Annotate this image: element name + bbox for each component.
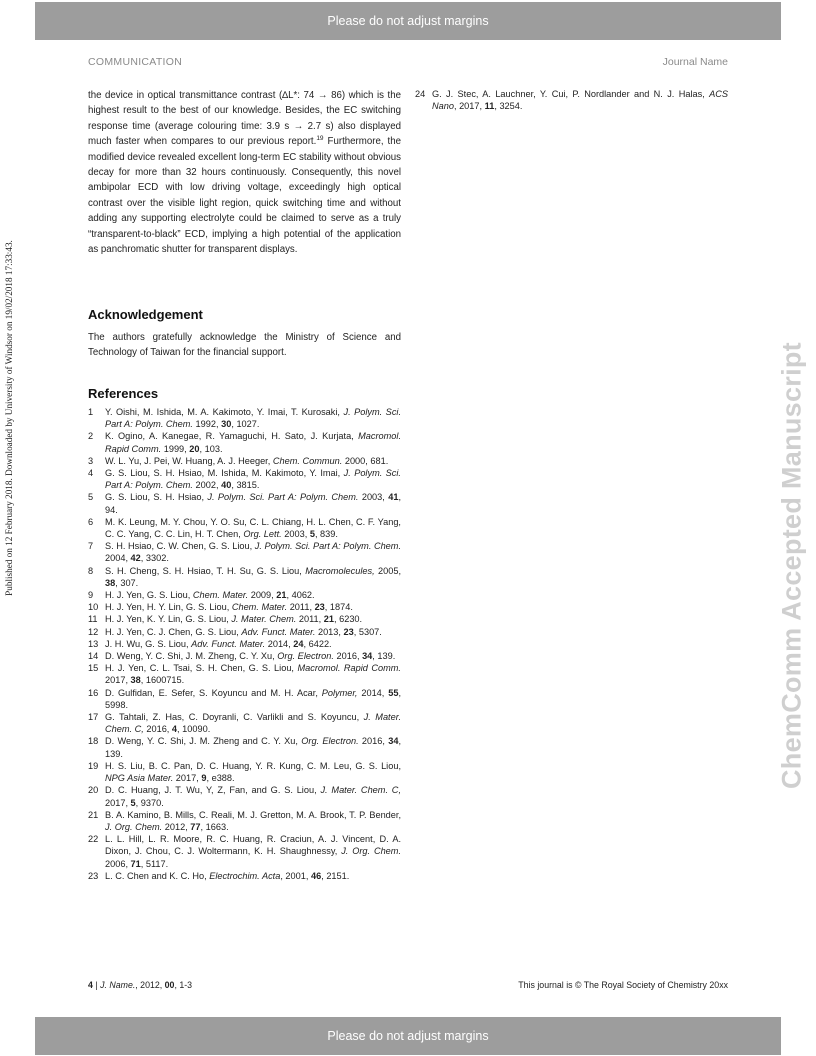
- reference-segment: 2000, 681.: [342, 455, 389, 466]
- journal-title: J. Mater. Chem.: [231, 614, 297, 625]
- reference-segment: G. S. Liou, S. H. Hsiao, M. Ishida, M. Kakimoto, Y. Imai,: [105, 468, 344, 479]
- reference-text: [105, 638, 401, 650]
- journal-title: Chem. Commun.: [272, 455, 343, 466]
- reference-text: [105, 870, 401, 882]
- reference-number: 1: [88, 407, 94, 417]
- reference-segment: 2011,: [287, 602, 315, 613]
- reference-number: 6: [88, 516, 94, 527]
- volume-number: 9: [201, 773, 207, 784]
- reference-segment: , 103.: [199, 443, 223, 454]
- reference-segment: 2009,: [248, 590, 277, 601]
- reference-segment: B. A. Kamino, B. Mills, C. Reali, M. J. Gretton, M. A. Brook, T. P. Bender,: [105, 809, 401, 820]
- journal-title: Macromol. Rapid Comm.: [105, 431, 401, 454]
- reference-segment: , 3302.: [140, 553, 169, 564]
- reference-segment: H. J. Yen, G. S. Liou,: [105, 590, 193, 601]
- reference-number: 7: [88, 541, 94, 552]
- acknowledgement-text: The authors gratefully acknowledge the Ministry of Science and Technology of Taiwan for the financial support.: [88, 332, 401, 359]
- reference-segment: , e388.: [206, 773, 235, 784]
- reference-number: 2: [88, 431, 94, 442]
- reference-segment: G. J. Stec, A. Lauchner, Y. Cui, P. Nordlander and N. J. Halas,: [432, 89, 710, 99]
- right-column: [415, 88, 728, 112]
- reference-number: 24: [415, 89, 426, 99]
- reference-segment: , 6230.: [334, 614, 363, 625]
- reference-item: [88, 833, 401, 870]
- journal-title: Adv. Funct. Mater.: [241, 626, 316, 637]
- reference-segment: H. S. Liu, B. C. Pan, D. C. Huang, Y. R. Kung, C. M. Leu, G. S. Liou,: [105, 760, 401, 771]
- reference-item: [88, 662, 401, 686]
- left-column: [88, 88, 401, 257]
- volume-number: 71: [130, 858, 141, 869]
- volume-number: 21: [323, 614, 334, 625]
- reference-segment: H. J. Yen, C. J. Chen, G. S. Liou,: [105, 626, 242, 637]
- reference-text: [105, 662, 401, 686]
- reference-number: 15: [88, 663, 99, 674]
- volume-number: 5: [309, 529, 315, 540]
- reference-segment: G. Tahtali, Z. Has, C. Doyranli, C. Varlikli and S. Koyuncu,: [105, 712, 364, 723]
- reference-segment: 2016,: [358, 736, 389, 747]
- volume-number: 40: [221, 480, 232, 491]
- reference-item: [88, 516, 401, 540]
- reference-number: 13: [88, 638, 99, 649]
- reference-segment: 2006,: [105, 858, 131, 869]
- footer-year: , 2012,: [135, 980, 165, 990]
- reference-segment: , 3815.: [231, 480, 260, 491]
- reference-segment: G. S. Liou, S. H. Hsiao,: [105, 492, 208, 503]
- journal-title: Adv. Funct. Mater.: [191, 638, 266, 649]
- reference-item: [88, 638, 401, 650]
- volume-number: 46: [310, 870, 322, 881]
- reference-item: [88, 540, 401, 564]
- reference-item: [88, 430, 401, 454]
- page-footer-citation: [88, 980, 192, 990]
- page-number: 4: [88, 980, 93, 990]
- journal-title: J. Org. Chem.: [341, 846, 401, 857]
- reference-number: 23: [88, 870, 99, 881]
- reference-segment: , 5998.: [105, 687, 401, 710]
- bottom-margin-text: Please do not adjust margins: [327, 1029, 489, 1043]
- bottom-margin-banner: [35, 1017, 781, 1055]
- reference-segment: , 9370.: [135, 797, 164, 808]
- volume-number: 21: [276, 590, 287, 601]
- reference-item: [415, 88, 728, 112]
- reference-segment: , 2017,: [453, 101, 485, 112]
- reference-number: 17: [88, 712, 99, 723]
- journal-name-label: Journal Name: [662, 56, 728, 68]
- reference-segment: 2013,: [315, 626, 344, 637]
- reference-text: [105, 516, 401, 540]
- journal-title: Macromolecules,: [305, 565, 375, 576]
- reference-segment: 2005,: [374, 565, 402, 576]
- reference-segment: M. K. Leung, M. Y. Chou, Y. O. Su, C. L. Chiang, H. L. Chen, C. F. Yang, C. C. Yang, C. C. Lin, H. T. Chen,: [105, 516, 401, 540]
- reference-item: [88, 601, 401, 613]
- volume-number: 77: [190, 821, 201, 832]
- reference-number: 21: [88, 809, 99, 820]
- reference-item: [88, 565, 401, 589]
- reference-number: 8: [88, 565, 94, 576]
- volume-number: 34: [388, 736, 399, 747]
- reference-text: [105, 735, 401, 759]
- reference-segment: , 10090.: [177, 724, 211, 735]
- reference-item: [88, 809, 401, 833]
- journal-title: Polymer,: [321, 687, 358, 698]
- body-paragraph: [88, 88, 401, 257]
- reference-segment: D. Weng, Y. C. Shi, J. M. Zheng, C. Y. Xu,: [105, 651, 278, 662]
- footer-pages: , 1-3: [174, 980, 193, 990]
- reference-segment: D. Weng, Y. C. Shi, J. M. Zheng and C. Y. Xu,: [105, 736, 302, 747]
- reference-item: [88, 613, 401, 625]
- journal-title: Chem. Mater.: [231, 602, 288, 613]
- section-label: COMMUNICATION: [88, 56, 183, 68]
- footer-journal: J. Name.: [100, 980, 136, 990]
- reference-text: [105, 650, 401, 662]
- reference-item: [88, 760, 401, 784]
- reference-text: [105, 613, 401, 625]
- reference-number: 22: [88, 834, 99, 845]
- reference-segment: , 5117.: [140, 858, 169, 869]
- reference-segment: , 6422.: [303, 638, 332, 649]
- journal-title: J. Mater. Chem. C,: [320, 785, 401, 796]
- references-list-continued: [415, 88, 728, 112]
- reference-text: [105, 760, 401, 784]
- reference-segment: H. J. Yen, K. Y. Lin, G. S. Liou,: [105, 614, 232, 625]
- volume-number: 41: [388, 492, 399, 503]
- reference-text: [105, 784, 401, 808]
- reference-number: 3: [88, 455, 94, 466]
- reference-segment: 2016,: [333, 651, 363, 662]
- reference-segment: 2012,: [162, 821, 191, 832]
- paragraph-text: the device in optical transmittance contrast (∆L*: 74 → 86) which is the highest result to the best of our knowledge. Besides, the EC switching response time (average colouring time: 3.9 s → 2.7 s) also displayed much faster when compares to our previous report.: [88, 90, 401, 148]
- reference-number: 19: [88, 760, 99, 771]
- volume-number: 55: [388, 687, 399, 698]
- reference-segment: , 94.: [105, 492, 401, 515]
- reference-segment: L. L. Hill, L. R. Moore, R. C. Huang, R. Craciun, A. J. Vincent, D. A. Dixon, J. Chou, C. J. Woltermann, K. H. Shaughnessy,: [105, 834, 401, 857]
- journal-title: Chem. Mater.: [192, 590, 249, 601]
- volume-number: 20: [189, 443, 200, 454]
- reference-text: [105, 430, 401, 454]
- reference-segment: , 1874.: [324, 602, 353, 613]
- reference-segment: 2014,: [265, 638, 294, 649]
- reference-number: 4: [88, 468, 94, 479]
- reference-segment: 2017,: [105, 675, 131, 686]
- reference-item: [88, 406, 401, 430]
- reference-text: [105, 406, 401, 430]
- volume-number: 4: [171, 724, 178, 735]
- journal-title: J. Org. Chem.: [105, 821, 163, 832]
- reference-text: [432, 88, 728, 112]
- reference-text: [105, 467, 401, 491]
- reference-item: [88, 870, 401, 882]
- reference-text: [105, 565, 401, 589]
- reference-segment: , 5307.: [353, 626, 382, 637]
- journal-title: Electrochim. Acta: [209, 870, 281, 881]
- reference-segment: 2004,: [105, 553, 131, 564]
- reference-number: 20: [88, 785, 99, 796]
- reference-segment: , 2151.: [321, 870, 350, 881]
- reference-text: [105, 711, 401, 735]
- reference-item: [88, 650, 401, 662]
- reference-text: [105, 687, 401, 711]
- volume-number: 11: [484, 101, 495, 112]
- journal-title: J. Mater. Chem. C,: [105, 712, 401, 735]
- journal-title: Org. Electron.: [277, 651, 334, 662]
- copyright-footer: This journal is © The Royal Society of Chemistry 20xx: [518, 980, 728, 990]
- reference-number: 10: [88, 602, 99, 613]
- reference-number: 18: [88, 736, 99, 747]
- reference-item: [88, 784, 401, 808]
- reference-segment: W. L. Yu, J. Pei, W. Huang, A. J. Heeger,: [105, 455, 273, 466]
- reference-segment: 2014,: [357, 687, 389, 698]
- citation-superscript: 19: [316, 134, 324, 142]
- reference-segment: , 307.: [115, 577, 139, 588]
- reference-text: [105, 626, 401, 638]
- reference-segment: , 1600715.: [140, 675, 185, 686]
- reference-number: 14: [88, 651, 99, 662]
- reference-segment: J. H. Wu, G. S. Liou,: [105, 638, 192, 649]
- reference-item: [88, 491, 401, 515]
- journal-title: J. Polym. Sci. Part A: Polym. Chem.: [254, 541, 401, 552]
- reference-item: [88, 467, 401, 491]
- reference-text: [105, 540, 401, 564]
- volume-number: 34: [362, 651, 373, 662]
- reference-text: [105, 455, 401, 467]
- reference-segment: , 2001,: [280, 870, 311, 881]
- volume-number: 23: [343, 626, 354, 637]
- reference-segment: , 1663.: [200, 821, 229, 832]
- side-publication-text: Published on 12 February 2018. Downloaded by University of Windsor on 19/02/2018 17:33:43.: [4, 240, 14, 596]
- reference-item: [88, 589, 401, 601]
- references-list: [88, 406, 401, 882]
- volume-number: 30: [221, 419, 232, 430]
- reference-item: [88, 626, 401, 638]
- journal-title: Org. Lett.: [243, 529, 282, 540]
- volume-number: 38: [130, 675, 141, 686]
- journal-title: J. Polym. Sci. Part A: Polym. Chem.: [105, 407, 402, 430]
- reference-number: 12: [88, 626, 99, 637]
- acknowledgement-heading: Acknowledgement: [88, 307, 203, 322]
- volume-number: 23: [314, 602, 325, 613]
- reference-text: [105, 833, 401, 870]
- journal-title: NPG Asia Mater.: [105, 773, 174, 784]
- reference-item: [88, 711, 401, 735]
- reference-segment: 2002,: [193, 480, 222, 491]
- journal-title: J. Polym. Sci. Part A: Polym. Chem.: [105, 468, 401, 491]
- watermark-text: ChemComm Accepted Manuscript: [776, 342, 807, 789]
- journal-title: Org. Electron.: [301, 736, 359, 747]
- reference-segment: 2003,: [281, 529, 310, 540]
- reference-text: [105, 589, 401, 601]
- reference-segment: D. Gulfidan, E. Sefer, S. Koyuncu and M. H. Acar,: [105, 687, 322, 698]
- reference-segment: 2003,: [358, 492, 389, 503]
- reference-segment: , 4062.: [286, 590, 315, 601]
- reference-segment: , 139.: [105, 736, 401, 759]
- volume-number: 5: [130, 797, 136, 808]
- reference-segment: D. C. Huang, J. T. Wu, Y, Z, Fan, and G. S. Liou,: [105, 785, 321, 796]
- reference-segment: L. C. Chen and K. C. Ho,: [105, 870, 210, 881]
- reference-segment: , 839.: [314, 529, 338, 540]
- reference-text: [105, 809, 401, 833]
- reference-segment: S. H. Hsiao, C. W. Chen, G. S. Liou,: [105, 541, 255, 552]
- reference-number: 11: [88, 614, 98, 625]
- reference-segment: H. J. Yen, H. Y. Lin, G. S. Liou,: [105, 602, 232, 613]
- reference-segment: 2011,: [296, 614, 324, 625]
- reference-item: [88, 687, 401, 711]
- reference-segment: , 3254.: [494, 101, 523, 112]
- volume-number: 42: [130, 553, 141, 564]
- reference-number: 9: [88, 590, 94, 601]
- reference-segment: Y. Oishi, M. Ishida, M. A. Kakimoto, Y. Imai, T. Kurosaki,: [105, 407, 344, 417]
- reference-segment: S. H. Cheng, S. H. Hsiao, T. H. Su, G. S. Liou,: [105, 565, 306, 576]
- reference-segment: 1992,: [193, 419, 222, 430]
- reference-segment: 2017,: [105, 797, 131, 808]
- reference-segment: 2016,: [143, 724, 172, 735]
- top-margin-banner: [35, 2, 781, 40]
- footer-volume: 00: [164, 980, 175, 990]
- reference-segment: 1999,: [161, 443, 190, 454]
- top-margin-text: Please do not adjust margins: [327, 14, 489, 28]
- reference-number: 5: [88, 492, 94, 503]
- reference-text: [105, 601, 401, 613]
- reference-item: [88, 735, 401, 759]
- volume-number: 24: [293, 638, 304, 649]
- reference-segment: 2017,: [173, 773, 202, 784]
- reference-number: 16: [88, 687, 99, 698]
- journal-title: Macromol. Rapid Comm.: [297, 663, 401, 674]
- reference-segment: H. J. Yen, C. L. Tsai, S. H. Chen, G. S. Liou,: [105, 663, 298, 674]
- reference-segment: , 139.: [372, 651, 396, 662]
- footer-separator: |: [92, 980, 101, 990]
- reference-segment: K. Ogino, A. Kanegae, R. Yamaguchi, H. Sato, J. Kurjata,: [105, 431, 359, 442]
- volume-number: 38: [105, 577, 116, 588]
- reference-item: [88, 455, 401, 467]
- journal-title: J. Polym. Sci. Part A: Polym. Chem.: [207, 492, 359, 503]
- journal-title: ACS Nano: [432, 89, 728, 112]
- reference-text: [105, 491, 401, 515]
- references-heading: References: [88, 386, 159, 401]
- paragraph-text: Furthermore, the modified device revealed excellent long-term EC stability without obvious decay for more than 32 hours continuously. Consequently, this novel ambipolar ECD with low driving voltage, exceedingly high optical contrast over the visible light region, quick switching time and without adding any supporting electrolyte could be claimed to serve as a truly “transparent-to-black” ECD, implying a high potential of the application as panchromatic shutter for transparent displays.: [88, 136, 401, 256]
- reference-segment: , 1027.: [231, 419, 260, 430]
